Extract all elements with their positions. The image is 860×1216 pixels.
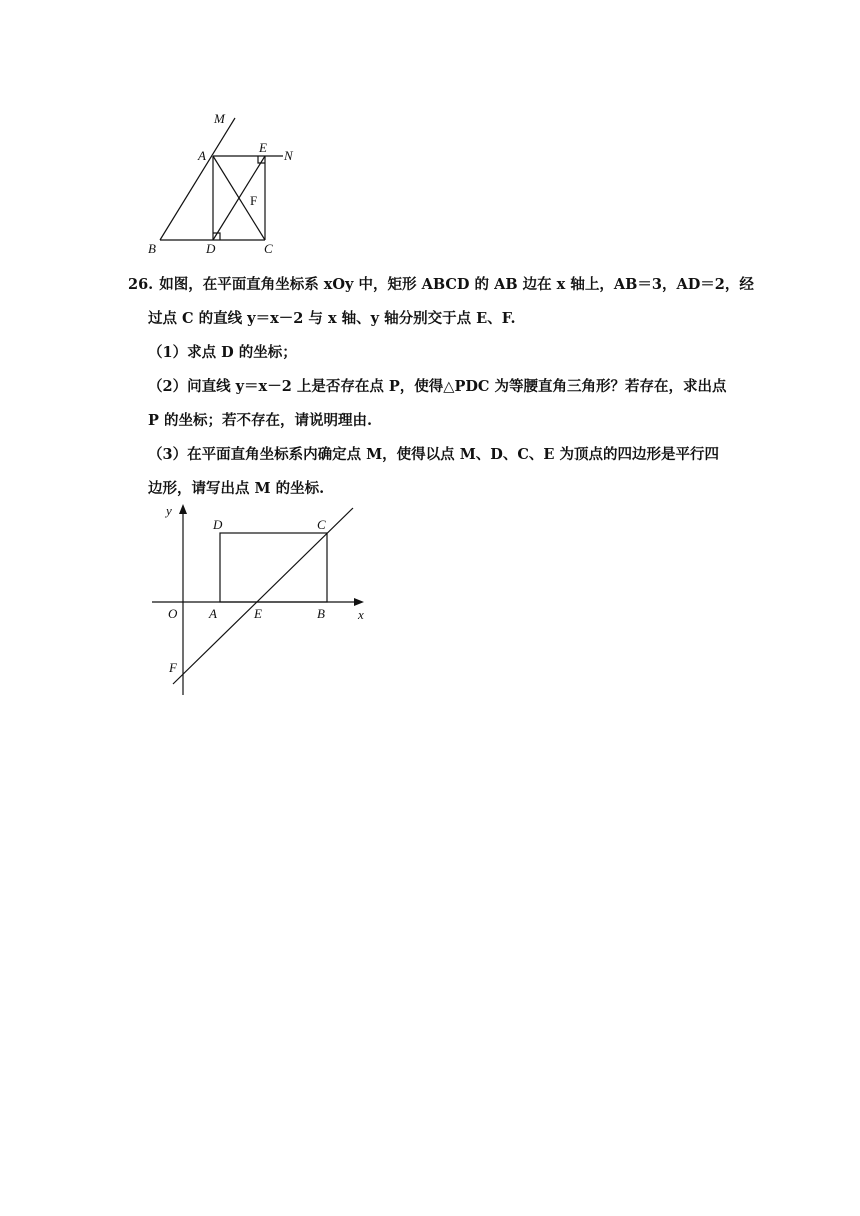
- label-e: E: [259, 140, 267, 155]
- label-f: F: [169, 660, 177, 675]
- problem-line-2: 过点 C 的直线 y＝x－2 与 x 轴、y 轴分别交于点 E、F.: [148, 310, 516, 327]
- line-ef: [173, 508, 353, 684]
- label-x: x: [358, 607, 364, 622]
- question-1: （1）求点 D 的坐标；: [148, 344, 297, 361]
- question-2-line-1: （2）问直线 y＝x－2 上是否存在点 P，使得△PDC 为等腰直角三角形？若存在，求出点: [148, 378, 727, 395]
- label-y: y: [166, 503, 172, 518]
- figure-1-diagram: [140, 110, 310, 260]
- question-3-line-2: 边形，请写出点 M 的坐标.: [148, 480, 325, 497]
- problem-line-1: [128, 268, 754, 302]
- label-e: E: [254, 606, 262, 621]
- problem-number: 26.: [128, 276, 154, 293]
- y-axis-arrow: [179, 504, 187, 514]
- question-2-line-2: P 的坐标；若不存在，请说明理由.: [148, 412, 372, 429]
- label-n: N: [284, 148, 293, 163]
- label-d: D: [206, 241, 216, 256]
- question-3-line-1: （3）在平面直角坐标系内确定点 M，使得以点 M、D、C、E 为顶点的四边形是平行四: [148, 446, 719, 463]
- figure-2-coordinate-diagram: [150, 500, 380, 700]
- problem-text-1: 如图，在平面直角坐标系 xOy 中，矩形 ABCD 的 AB 边在 x 轴上，AB＝3，AD＝2，经: [159, 276, 754, 293]
- rectangle-abcd: [220, 533, 327, 602]
- label-b: B: [148, 241, 156, 256]
- label-f: F: [250, 193, 258, 208]
- problem-26: [128, 268, 754, 506]
- label-a: A: [198, 148, 206, 163]
- label-a: A: [209, 606, 217, 621]
- label-m: M: [214, 111, 225, 126]
- label-c: C: [264, 241, 273, 256]
- label-b: B: [317, 606, 325, 621]
- label-d: D: [213, 517, 223, 532]
- x-axis-arrow: [354, 598, 364, 606]
- label-o: O: [168, 606, 178, 621]
- label-c: C: [317, 517, 326, 532]
